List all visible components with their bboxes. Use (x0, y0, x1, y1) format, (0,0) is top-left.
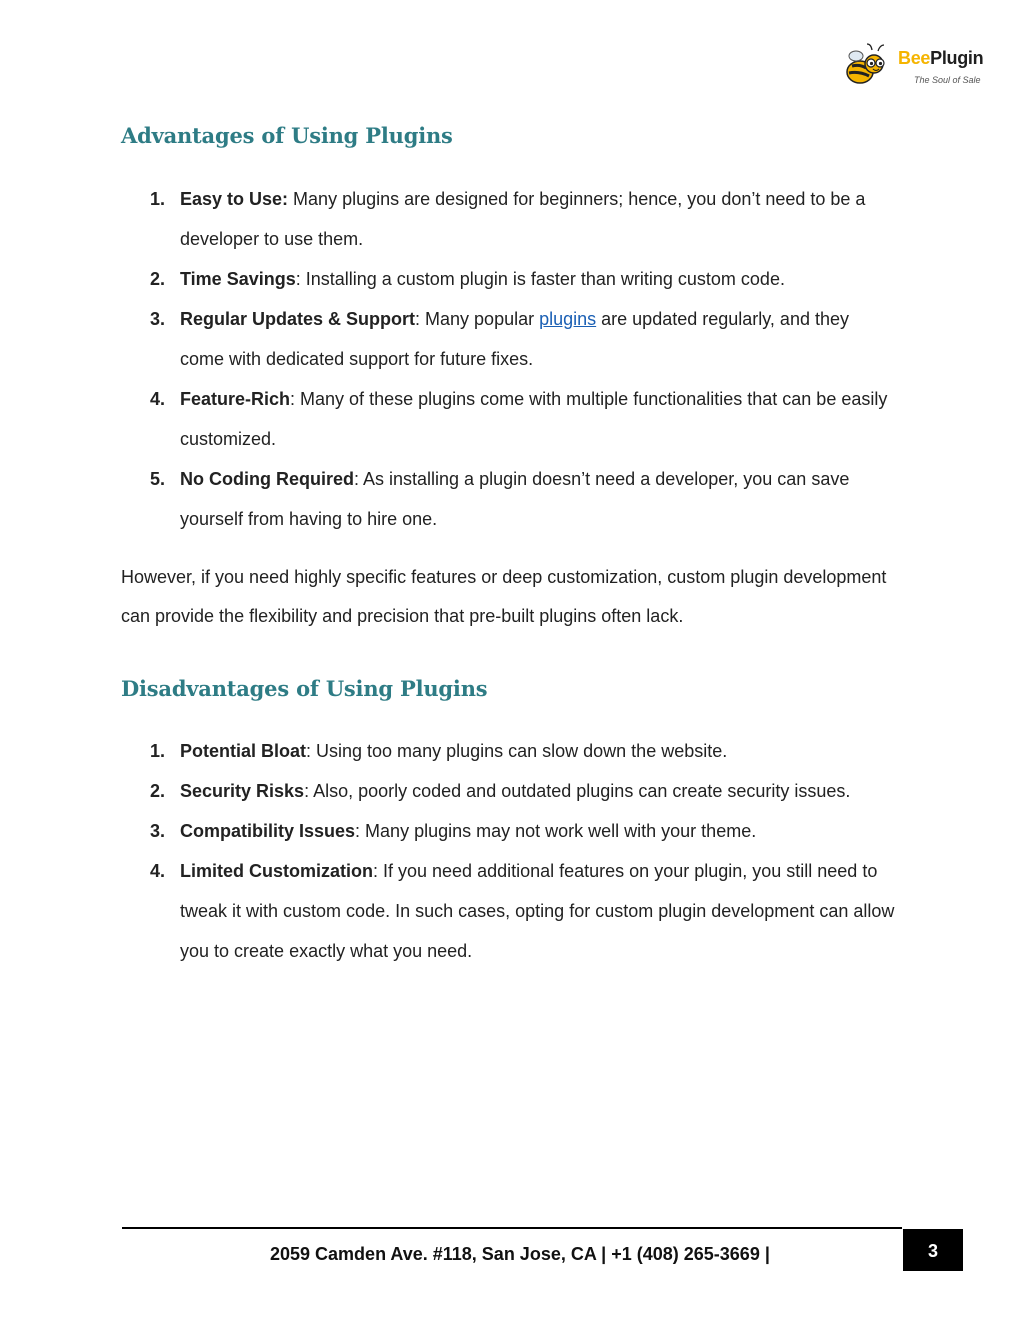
list-item (0, 379, 895, 459)
advantages-heading: Advantages of Using Plugins (121, 123, 453, 148)
logo-wordmark-bee: Bee (898, 48, 931, 68)
list-item-text: Many plugins are designed for beginners; hence, you don’t need to be a developer to use them. (180, 189, 866, 249)
list-item-text: are updated regularly, and they come with dedicated support for future fixes. (180, 309, 849, 369)
list-item (0, 851, 895, 971)
list-item-text: : If you need additional features on your plugin, you still need to tweak it with custom code. In such cases, opting for custom plugin development can allow you to create exactly what you need. (180, 861, 895, 961)
footer-divider (122, 1227, 902, 1229)
bee-mascot-icon (842, 42, 900, 90)
list-item-text: : Many popular (415, 309, 540, 329)
list-item-term: Feature-Rich (180, 389, 291, 409)
logo-wordmark (898, 48, 983, 69)
summary-paragraph: However, if you need highly specific features or deep customization, custom plugin development can provide the flexibility and precision that pre-built plugins often lack. (121, 567, 887, 626)
list-item-number: 5. (150, 469, 166, 489)
list-item-term: Compatibility Issues (180, 821, 356, 841)
logo-wordmark-plugin: Plugin (930, 48, 984, 68)
list-item (0, 259, 895, 299)
list-item (0, 179, 895, 259)
list-item-text: : Using too many plugins can slow down the website. (306, 741, 728, 761)
list-item-term: Security Risks (180, 781, 305, 801)
list-item-term: Potential Bloat (180, 741, 307, 761)
list-item (0, 771, 895, 811)
list-item-text: : Installing a custom plugin is faster than writing custom code. (295, 269, 785, 289)
list-item-term: Regular Updates & Support (180, 309, 416, 329)
brand-logo (842, 42, 1002, 92)
disadvantages-heading: Disadvantages of Using Plugins (121, 676, 488, 701)
list-item-number: 1. (150, 189, 166, 209)
list-item-number: 3. (150, 309, 166, 329)
list-item-text: : Also, poorly coded and outdated plugins can create security issues. (304, 781, 851, 801)
list-item-number: 1. (150, 741, 166, 761)
list-item-term: Limited Customization (180, 861, 373, 881)
list-item-term: Easy to Use: (180, 189, 289, 209)
list-item-term: No Coding Required (180, 469, 354, 489)
list-item-number: 2. (150, 781, 166, 801)
list-item-number: 2. (150, 269, 166, 289)
logo-tagline: The Soul of Sale (914, 75, 981, 85)
list-item (0, 299, 895, 379)
list-item (0, 811, 895, 851)
list-item-text: : As installing a plugin doesn’t need a developer, you can save yourself from having to hire one. (180, 469, 850, 529)
advantages-list (0, 179, 900, 539)
plugins-link[interactable]: plugins (539, 309, 597, 329)
list-item-text: : Many of these plugins come with multiple functionalities that can be easily customized. (180, 389, 888, 449)
list-item-number: 3. (150, 821, 166, 841)
list-item (0, 459, 895, 539)
list-item-number: 4. (150, 861, 166, 881)
list-item-term: Time Savings (180, 269, 296, 289)
footer-address: 2059 Camden Ave. #118, San Jose, CA | +1 (408) 265-3669 | (270, 1244, 770, 1264)
list-item-text: : Many plugins may not work well with your theme. (355, 821, 757, 841)
page-number: 3 (903, 1229, 963, 1271)
list-item-number: 4. (150, 389, 166, 409)
disadvantages-list (0, 731, 900, 971)
list-item (0, 731, 895, 771)
